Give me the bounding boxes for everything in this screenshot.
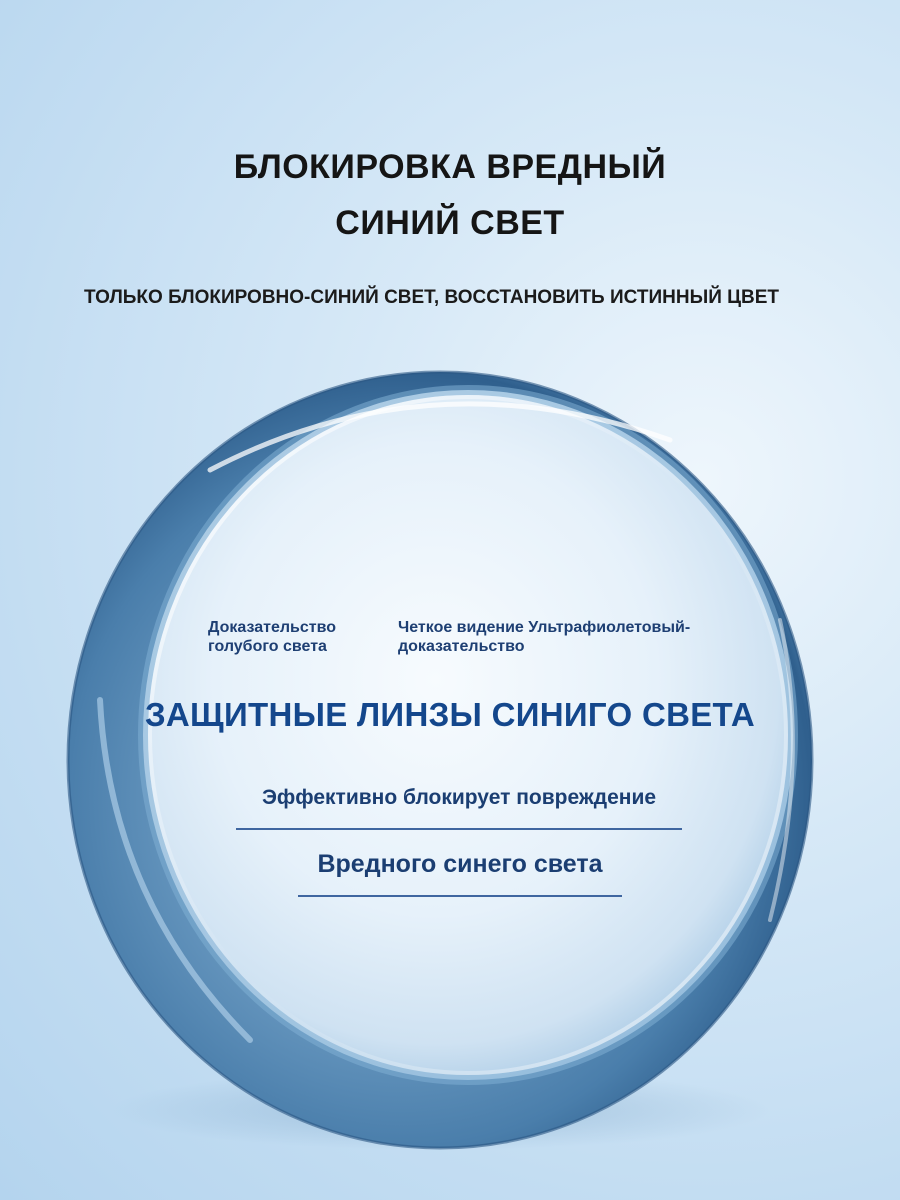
page-subtitle: ТОЛЬКО БЛОКИРОВНО-СИНИЙ СВЕТ, ВОССТАНОВИТЬ ИСТИННЫЙ ЦВЕТ (84, 287, 780, 308)
feature-blue-light (208, 618, 378, 656)
feature-uv-proof (398, 618, 728, 656)
page-title-line2: СИНИЙ СВЕТ (335, 204, 565, 242)
lens-tagline-2: Вредного синего света (317, 850, 603, 878)
feature-blue-light-line2: голубого света (208, 638, 327, 655)
feature-blue-light-line1: Доказательство (208, 619, 336, 636)
feature-uv-proof-line2: доказательство (398, 638, 525, 655)
divider-2 (298, 895, 622, 897)
feature-uv-proof-line1: Четкое видение Ультрафиолетовый- (398, 619, 691, 636)
lens-tagline-1: Эффективно блокирует повреждение (261, 786, 657, 809)
lens-heading: ЗАЩИТНЫЕ ЛИНЗЫ СИНИГО СВЕТА (144, 696, 756, 733)
page-title-line1: БЛОКИРОВКА ВРЕДНЫЙ (233, 148, 667, 186)
divider-1 (236, 828, 682, 830)
